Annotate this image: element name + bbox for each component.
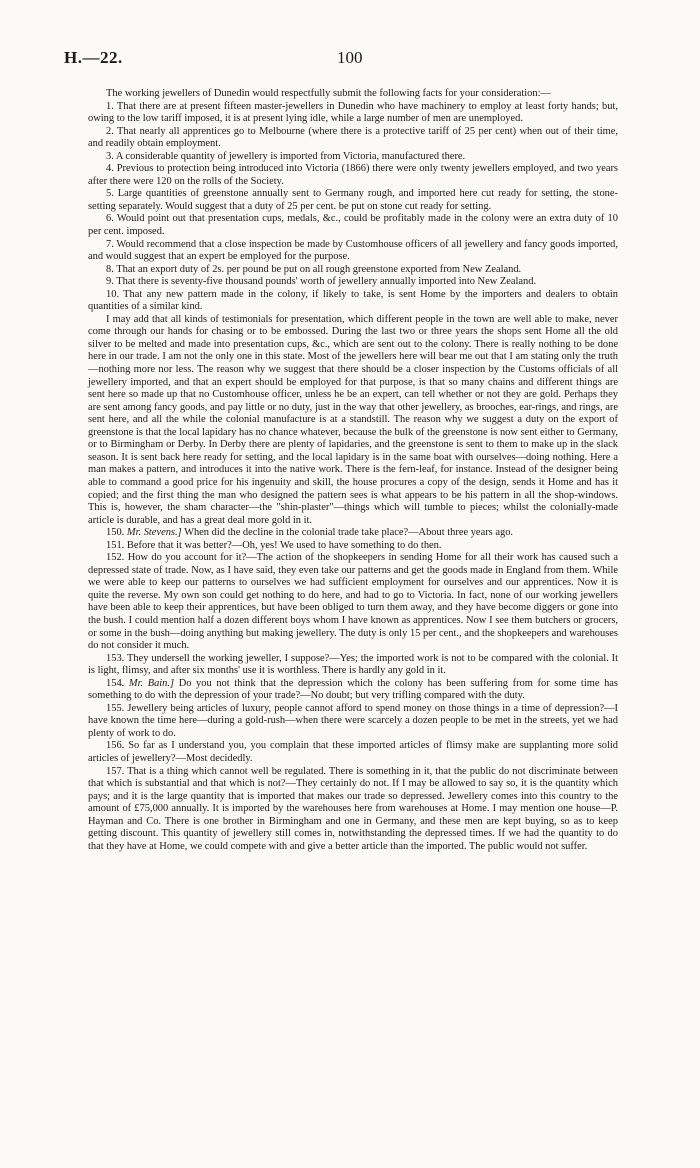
paragraph-item-8: 8. That an export duty of 2s. per pound be put on all rough greenstone exported from New Zealand. [106,263,522,275]
qa-155 [88,703,618,741]
page-number: 100 [337,48,363,67]
qa-text: They undersell the working jeweller, I suppose?—Yes; the imported work is not to be compared with the colonial. It is light, flimsy, and after six months' use it is worthless. There is hardly any gold in it. [88,652,619,677]
qa-number: 156. [106,740,125,752]
paragraph-item-5: 5. Large quantities of greenstone annually sent to Germany rough, and imported here cut ready for setting, the stone-setting separately. Would suggest that a duty of 25 per cent. be put on stone cut ready for setting. [88,188,618,212]
qa-number: 155. [106,702,125,714]
qa-157 [88,766,618,854]
qa-text: Do you not think that the depression which the colony has been suffering from for some time has something to do with the depression of your trade?—No doubt; but very trifling compared with the duty. [88,677,618,702]
paragraph-item-6: 6. Would point out that presentation cups, medals, &c., could be profitably made in the colony were an extra duty of 10 per cent. imposed. [88,213,618,238]
qa-text: How do you account for it?—The action of the shopkeepers in sending Home for all their work has caused such a depressed state of trade. Now, as I have said, they even take our patterns and get the goods made in England from them. While we were able to keep our patterns to ourselves we had sufficient employment for ourselves and our apprentices. Now it is quite the reverse. My own son could get nothing to do here, and had to go to Victoria. In fact, none of our working jewellers have been able to keep their apprentices, but have been obliged to turn them away, and they have become diggers or gone into the bush. I could mention half a dozen different boys whom I have known as apprentices. Now I see them butchers or grocers, or some in the bush—doing anything but making jewellery. The duty is only 15 per cent., and the shopkeepers and warehouses do not consider it much. [88,552,618,652]
qa-154 [88,678,618,703]
qa-150 [88,527,618,540]
qa-151 [88,540,618,553]
qa-text: So far as I understand you, you complain that these imported articles of flimsy make are supplanting more solid articles of jewellery?—Most decidedly. [88,740,619,764]
qa-text: Jewellery being articles of luxury, people cannot afford to spend money on those things in a time of depression?—I have known the time here—during a gold-rush—when there were scarcely a dozen people to be met in the streets, yet we had plenty of work to do. [88,702,618,739]
paragraph-item-10: 10. That any new pattern made in the colony, if likely to take, is sent Home by the importers and dealers to obtain quantities of a similar kind. [88,288,618,313]
qa-153 [88,653,618,678]
paragraph-intro: The working jewellers of Dunedin would respectfully submit the following facts for your consideration:— [106,88,551,99]
qa-number: 157. [106,765,125,777]
paragraph-item-2: 2. That nearly all apprentices go to Melbourne (where there is a protective tariff of 25 per cent) when out of their time, and readily obtain employment. [88,125,618,150]
qa-number: 150. [106,527,125,539]
paragraph-item-1: 1. That there are at present fifteen master-jewellers in Dunedin who have machinery to employ at least forty hands; but, owing to the low tariff imposed, it is at present lying idle, while a large number of men are unemployed. [88,100,618,125]
document-body [88,88,618,853]
paragraph-testimony: I may add that all kinds of testimonials for presentation, which different people in the town are well able to make, never come through our hands for chasing or to be embossed. During the last two or three years the shops sent Home all the old silver to be melted and made into presentation cups, &c., which are sent out to the colony. There is really nothing to be done here in our trade. I am not the only one in this state. Most of the jewellers here will bear me out that I am stating only the truth —nothing more nor less. The reason why we suggest that there should be a closer inspection by the Customs officials of all jewellery imported, and that an expert should be employed for that purpose, is that so many chains and different things are sent here so made up that no Customhouse officer, unless he be an expert, can tell whether or not they are gold. Perhaps they are sent among fancy goods, and pay little or no duty, just in the way that other jewellery, as brooches, ear-rings, and rings, are sent here, and all the while the colonial manufacture is at a standstill. The reason why we suggest a duty on the export of greenstone is that the local lapidary has no chance whatever, because the bulk of the greenstone is now sent either to Germany, or to Birmingham or Derby. In Derby there are plenty of lapidaries, and the greenstone is sent to them to make up in the slack season. It is sent back here ready for setting, and the local lapidary is in the same boat with ourselves—doing nothing. Here a man makes a pattern, and introduces it into the native work. There is the fern-leaf, for instance. Instead of the designer being able to command a good price for his ingenuity and skill, the house procures a copy of the design, sends it Home and has it copied; and the first thing the man who designed the pattern sees is what appears to be his pattern in all the shop-windows. This is, however, the sham character—the "shin-plaster"—things which will tumble to pieces; whilst the colonially-made article is durable, and has a great deal more gold in it. [88,313,618,526]
page-header [0,48,700,68]
qa-speaker: Mr. Bain.] [128,677,175,689]
qa-number: 154. [106,677,125,689]
qa-speaker: Mr. Stevens.] [126,527,182,539]
qa-156 [88,740,618,765]
paragraph-item-3: 3. A considerable quantity of jewellery is imported from Victoria, manufactured there. [106,150,466,162]
qa-text: Before that it was better?—Oh, yes! We used to have something to do then. [126,539,442,551]
document-reference: H.—22. [64,48,123,67]
paragraph-item-4: 4. Previous to protection being introduced into Victoria (1866) there were only twenty jewellers employed, and two years after there were 120 on the rolls of the Society. [88,163,618,187]
qa-number: 153. [106,652,125,664]
qa-152 [88,552,618,652]
paragraph-item-9: 9. That there is seventy-five thousand pounds' worth of jewellery annually imported into New Zealand. [106,276,537,288]
paragraph-item-7: 7. Would recommend that a close inspection be made by Customhouse officers of all jewellery and fancy goods imported, and would suggest that an expert be employed for the purpose. [88,238,618,263]
qa-number: 152. [106,552,125,564]
qa-text: When did the decline in the colonial trade take place?—About three years ago. [184,527,514,539]
qa-text: That is a thing which cannot well be regulated. There is something in it, that the public do not discriminate between that which is substantial and that which is not?—They certainly do not. If I may be allowed to say so, it is the quantity which pays; and it is the large quantity that is imported that makes our trade so depressed. Jewellery comes into this country to the amount of £75,000 annually. It is imported by the warehouses here from warehouses at Home. I may mention one house—P. Hayman and Co. There is one brother in Birmingham and one in Germany, and these men are kept buying, so as to keep getting discount. This quantity of jewellery still comes in, notwithstanding the depressed times. If we had the quantity to do that they have at Home, we could compete with and give a better article than the imported. The public would not suffer. [88,765,619,852]
qa-number: 151. [106,539,125,551]
